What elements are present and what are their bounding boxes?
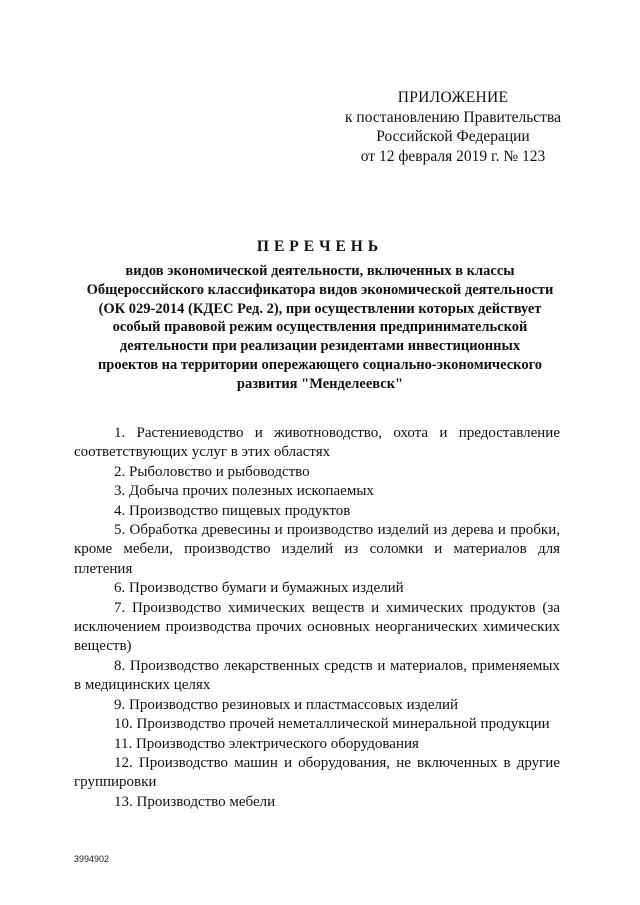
- subtitle-line: проектов на территории опережающего социально-экономического: [97, 356, 543, 373]
- list-item: 13. Производство мебели: [114, 793, 276, 810]
- appendix-header: [318, 88, 588, 166]
- document-title: ПЕРЕЧЕНЬ: [256, 238, 384, 255]
- appendix-reference: к постановлению Правительства: [345, 108, 561, 126]
- list-item: 1. Растениеводство и животноводство, охота и предоставление соответствующих услуг в этих областях: [74, 425, 560, 461]
- list-item: 4. Производство пищевых продуктов: [114, 502, 351, 519]
- document-code: 3994902: [74, 854, 110, 864]
- list-item: 9. Производство резиновых и пластмассовых изделий: [114, 696, 459, 713]
- list-item: 3. Добыча прочих полезных ископаемых: [114, 483, 374, 500]
- document-subtitle: [74, 262, 566, 394]
- list-item: 7. Производство химических веществ и химических продуктов (за исключением производства прочих основных неорганических химических веществ): [74, 599, 560, 655]
- list-item: 12. Производство машин и оборудования, не включенных в другие группировки: [74, 754, 560, 791]
- appendix-authority: Российской Федерации: [376, 128, 530, 145]
- subtitle-line: деятельности при реализации резидентами инвестиционных: [119, 338, 521, 355]
- list-item: 5. Обработка древесины и производство изделий из дерева и пробки, кроме мебели, производство изделий из соломки и материалов для плетения: [74, 522, 560, 577]
- list-item: 6. Производство бумаги и бумажных изделий: [114, 580, 404, 597]
- appendix-title: ПРИЛОЖЕНИЕ: [397, 89, 509, 106]
- subtitle-line: развития "Менделеевск": [236, 375, 404, 392]
- subtitle-line: (ОК 029-2014 (КДЕС Ред. 2), при осуществлении которых действует: [98, 300, 542, 317]
- list-item: 2. Рыболовство и рыбоводство: [114, 463, 310, 480]
- list-item: 8. Производство лекарственных средств и материалов, применяемых в медицинских целях: [74, 657, 560, 694]
- appendix-date-number: от 12 февраля 2019 г. № 123: [360, 147, 546, 165]
- list-item: 10. Производство прочей неметаллической минеральной продукции: [114, 716, 550, 733]
- subtitle-line: особый правовой режим осуществления предпринимательской: [112, 319, 528, 336]
- activity-list: [74, 424, 560, 812]
- subtitle-line: Общероссийского классификатора видов экономической деятельности: [86, 281, 554, 298]
- subtitle-line: видов экономической деятельности, включенных в классы: [125, 263, 515, 279]
- list-item: 11. Производство электрического оборудования: [114, 735, 419, 752]
